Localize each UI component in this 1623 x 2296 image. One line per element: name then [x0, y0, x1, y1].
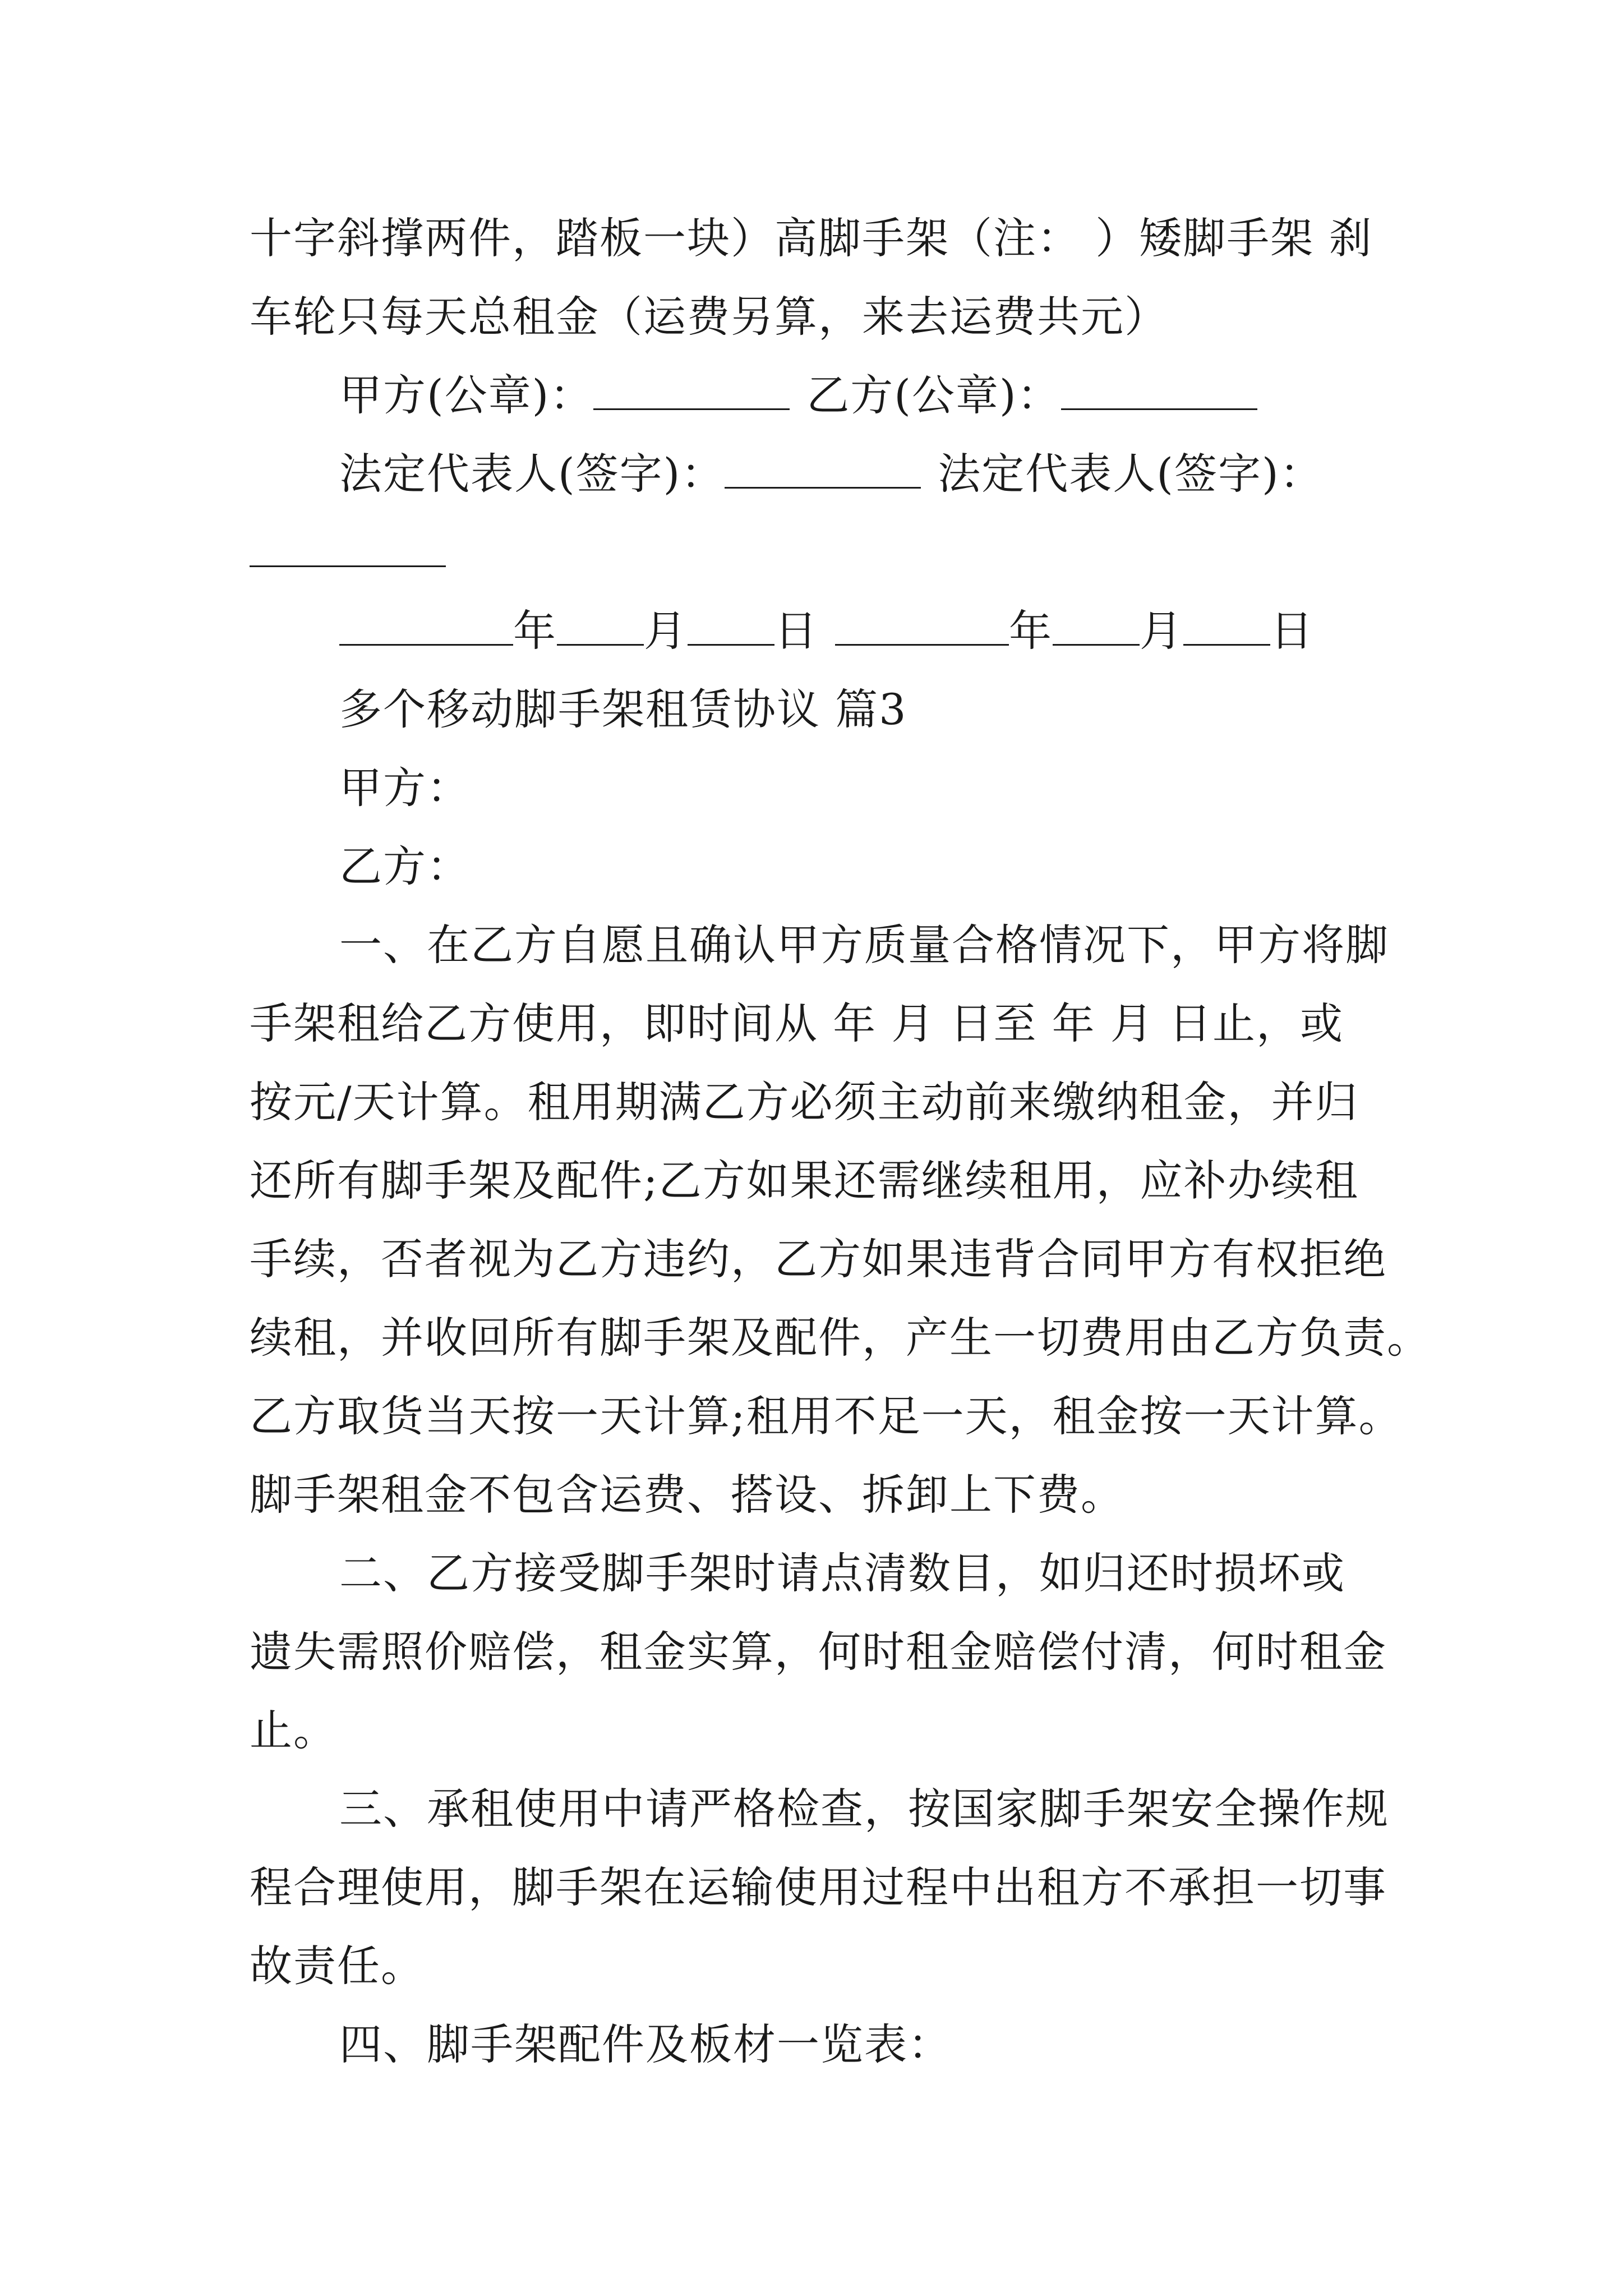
signature-blank — [1061, 368, 1257, 410]
clause1-line: 脚手架租金不包含运费、搭设、拆卸上下费。 — [250, 1470, 1124, 1520]
clause2-line: 遗失需照价赔偿，租金实算，何时租金赔偿付清，何时租金 — [250, 1627, 1387, 1677]
party-b-seal-label: 乙方(公章)： — [806, 370, 1061, 420]
year-label: 年 — [513, 606, 557, 656]
text-line: 十字斜撑两件，踏板一块）高脚手架（注： ）矮脚手架 刹 — [250, 213, 1373, 263]
clause3-line: 故责任。 — [250, 1941, 425, 1991]
date-blank — [339, 604, 513, 646]
party-a-line: 甲方： — [339, 763, 471, 813]
date-blank — [557, 604, 644, 646]
date-blank — [835, 604, 1009, 646]
day-label: 日 — [774, 606, 818, 656]
clause1-line: 还所有脚手架及配件;乙方如果还需继续租用，应补办续租 — [250, 1156, 1359, 1205]
legal-rep-line — [339, 446, 1324, 502]
clause4-line: 四、脚手架配件及板材一览表： — [339, 2019, 952, 2069]
clause3-line: 程合理使用，脚手架在运输使用过程中出租方不承担一切事 — [250, 1862, 1387, 1912]
legal-rep-b-blank-line — [250, 524, 446, 581]
legal-rep-a-label: 法定代表人(签字)： — [339, 449, 725, 499]
signature-blank — [593, 368, 790, 410]
year-label: 年 — [1009, 606, 1053, 656]
clause1-line: 续租，并收回所有脚手架及配件，产生一切费用由乙方负责。 — [250, 1313, 1431, 1363]
signature-blank — [250, 525, 446, 567]
section-title: 多个移动脚手架租赁协议 篇3 — [339, 684, 907, 734]
clause1-line: 乙方取货当天按一天计算;租用不足一天，租金按一天计算。 — [250, 1391, 1403, 1441]
clause1-line: 手架租给乙方使用，即时间从 年 月 日至 年 月 日止，或 — [250, 999, 1344, 1048]
signature-seal-line — [339, 367, 1257, 424]
clause2-line: 止。 — [250, 1705, 337, 1755]
party-b-line: 乙方： — [339, 841, 471, 891]
clause1-line: 按元/天计算。租用期满乙方必须主动前来缴纳租金，并归 — [250, 1077, 1359, 1127]
date-blank — [1053, 604, 1140, 646]
day-label: 日 — [1270, 606, 1314, 656]
signature-blank — [725, 447, 921, 489]
date-line — [339, 603, 1314, 659]
clause1-line: 手续，否者视为乙方违约，乙方如果违背合同甲方有权拒绝 — [250, 1234, 1387, 1284]
month-label: 月 — [644, 606, 688, 656]
date-blank — [688, 604, 774, 646]
month-label: 月 — [1140, 606, 1183, 656]
legal-rep-b-label: 法定代表人(签字)： — [938, 449, 1324, 499]
text-line: 车轮只每天总租金（运费另算，来去运费共元） — [250, 292, 1168, 342]
clause3-line: 三、承租使用中请严格检查，按国家脚手架安全操作规 — [339, 1784, 1389, 1834]
clause1-line: 一、在乙方自愿且确认甲方质量合格情况下，甲方将脚 — [339, 920, 1389, 970]
party-a-seal-label: 甲方(公章)： — [339, 370, 594, 420]
clause2-line: 二、乙方接受脚手架时请点清数目，如归还时损坏或 — [339, 1548, 1345, 1598]
date-blank — [1183, 604, 1270, 646]
